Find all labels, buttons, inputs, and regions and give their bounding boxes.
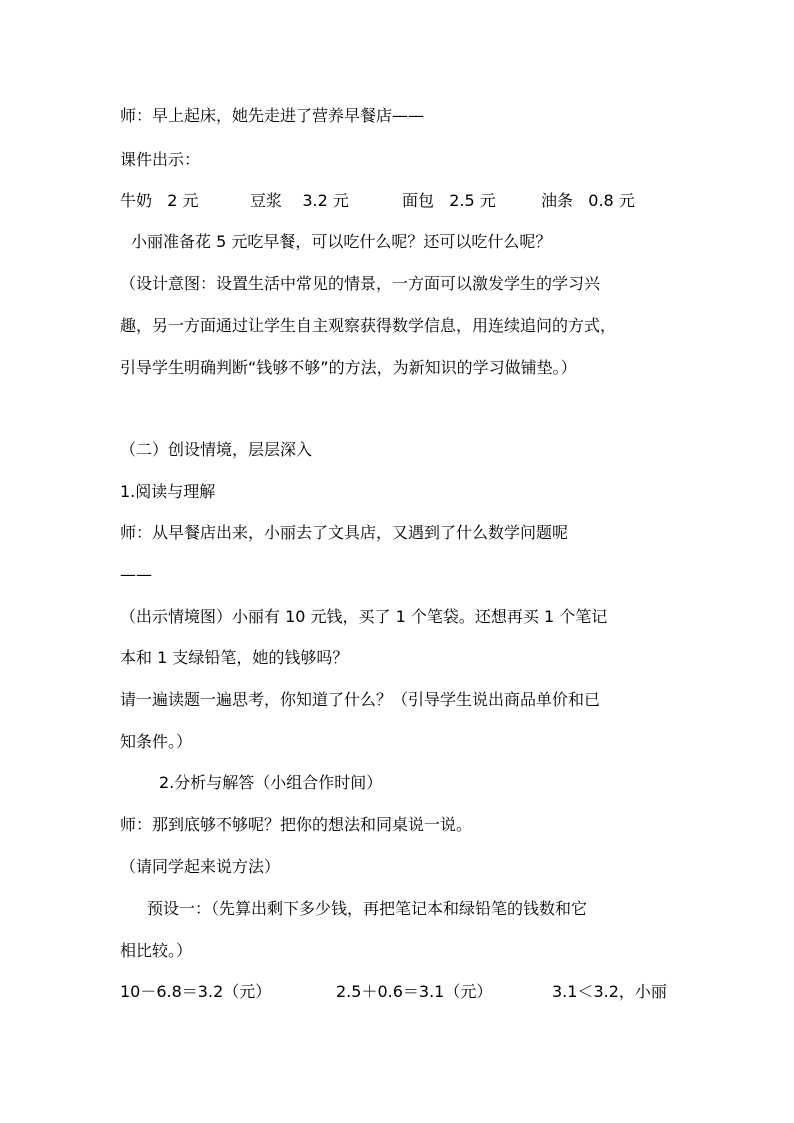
subsection-heading-reading: 1.阅读与理解	[120, 482, 216, 501]
paragraph-preset-1b: 相比较。）	[120, 941, 193, 960]
paragraph-students-explain: （请同学起来说方法）	[120, 857, 281, 876]
paragraph-design-intent-1: （设计意图：设置生活中常见的情景，一方面可以激发学生的学习兴	[120, 274, 601, 293]
paragraph-stationery-2: ——	[120, 565, 152, 584]
paragraph-stationery-1: 师：从早餐店出来，小丽去了文具店，又遇到了什么数学问题呢	[120, 523, 569, 542]
paragraph-design-intent-3: 引导学生明确判断“钱够不够”的方法，为新知识的学习做铺垫。）	[120, 358, 577, 377]
paragraph-teacher-intro: 师：早上起床，她先走进了营养早餐店——	[120, 106, 425, 125]
price-item-youtiao: 油条 0.8 元	[541, 191, 635, 210]
paragraph-scene-1: （出示情境图）小丽有 10 元钱，买了 1 个笔袋。还想再买 1 个笔记	[120, 607, 608, 626]
price-item-milk: 牛奶 2 元	[120, 191, 199, 210]
paragraph-preset-1a: 预设一：（先算出剩下多少钱，再把笔记本和绿铅笔的钱数和它	[147, 899, 588, 918]
equation-compare: 3.1＜3.2，小丽	[552, 982, 667, 1001]
price-item-soymilk: 豆浆 3.2 元	[250, 191, 349, 210]
paragraph-read-think-2: 知条件。）	[120, 732, 193, 751]
price-item-bread: 面包 2.5 元	[402, 191, 496, 210]
paragraph-enough-question: 师：那到底够不够呢？把你的想法和同桌说一说。	[120, 815, 473, 834]
paragraph-read-think-1: 请一遍读题一遍思考，你知道了什么？（引导学生说出商品单价和已	[120, 690, 601, 709]
equation-cost: 2.5＋0.6＝3.1（元）	[336, 982, 493, 1001]
paragraph-design-intent-2: 趣，另一方面通过让学生自主观察获得数学信息，用连续追问的方式，	[120, 316, 617, 335]
paragraph-courseware: 课件出示：	[120, 150, 201, 169]
section-heading-2: （二）创设情境，层层深入	[120, 440, 313, 459]
paragraph-breakfast-question: 小丽准备花 5 元吃早餐，可以吃什么呢？还可以吃什么呢？	[131, 232, 552, 251]
paragraph-scene-2: 本和 1 支绿铅笔，她的钱够吗？	[120, 648, 349, 667]
subsection-heading-analysis: 2.分析与解答（小组合作时间）	[159, 773, 383, 792]
equation-remaining: 10－6.8＝3.2（元）	[120, 982, 272, 1001]
